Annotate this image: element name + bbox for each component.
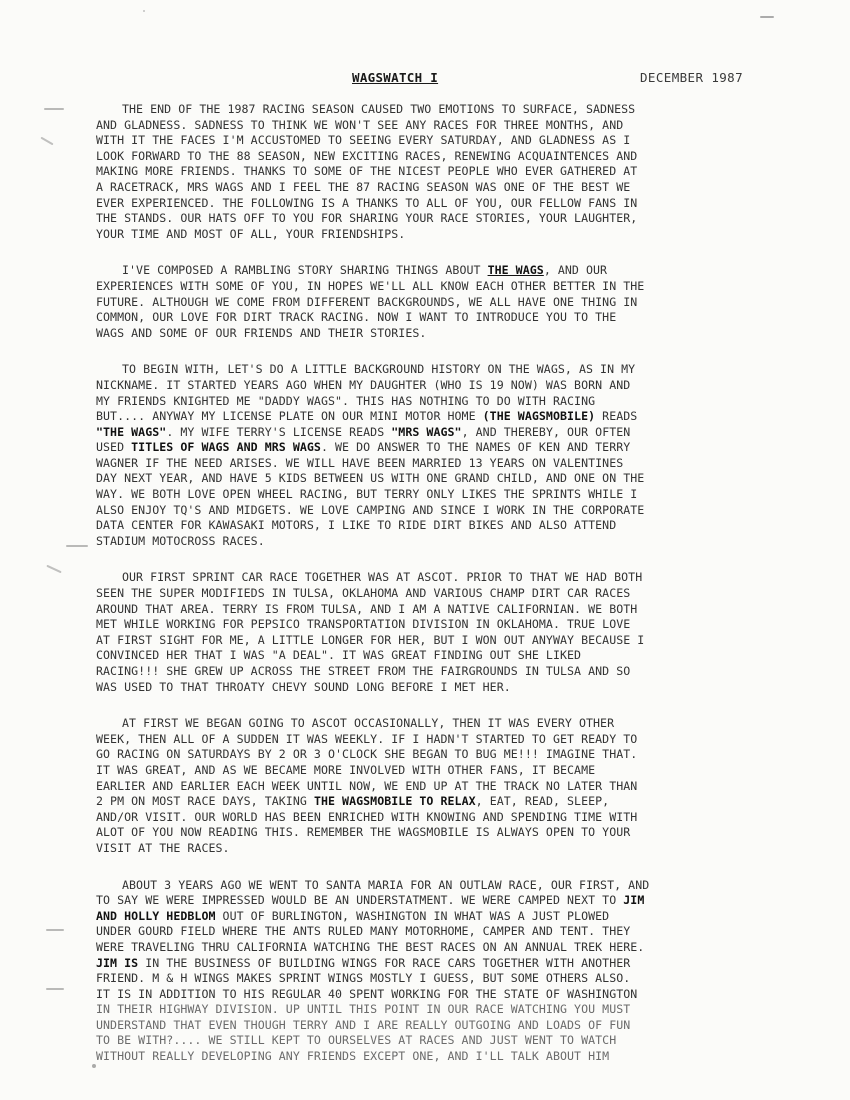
- text-line: GO RACING ON SATURDAYS BY 2 OR 3 O'CLOCK SHE BEGAN TO BUG ME!!! IMAGINE THAT.: [96, 747, 638, 762]
- text-line: IN THEIR HIGHWAY DIVISION. UP UNTIL THIS POINT IN OUR RACE WATCHING YOU MUST: [96, 1002, 631, 1017]
- paragraph: [96, 878, 816, 1065]
- text-line: UNDERSTAND THAT EVEN THOUGH TERRY AND I ARE REALLY OUTGOING AND LOADS OF FUN: [96, 1017, 631, 1032]
- text-line: VISIT AT THE RACES.: [96, 840, 230, 855]
- paragraph: [96, 263, 816, 341]
- text-line: IT IS IN ADDITION TO HIS REGULAR 40 SPENT WORKING FOR THE STATE OF WASHINGTON: [96, 986, 638, 1001]
- text-line: RACING!!! SHE GREW UP ACROSS THE STREET FROM THE FAIRGROUNDS IN TULSA AND SO: [96, 664, 631, 678]
- text-line: COMMON, OUR LOVE FOR DIRT TRACK RACING. NOW I WANT TO INTRODUCE YOU TO THE: [96, 310, 617, 325]
- text-line: UNDER GOURD FIELD WHERE THE ANTS RULED MANY MOTORHOME, CAMPER AND TENT. THEY: [96, 924, 631, 939]
- text-line: AT FIRST WE BEGAN GOING TO ASCOT OCCASIONALLY, THEN IT WAS EVERY OTHER: [122, 716, 615, 731]
- text-line: 2 PM ON MOST RACE DAYS, TAKING THE WAGSMOBILE TO RELAX, EAT, READ, SLEEP,: [96, 794, 610, 809]
- paragraph: [96, 102, 816, 242]
- paragraph: [96, 716, 816, 856]
- text-line: DAY NEXT YEAR, AND HAVE 5 KIDS BETWEEN US WITH ONE GRAND CHILD, AND ONE ON THE: [96, 471, 645, 486]
- text-line: FUTURE. ALTHOUGH WE COME FROM DIFFERENT BACKGROUNDS, WE ALL HAVE ONE THING IN: [96, 294, 638, 309]
- text-line: AND/OR VISIT. OUR WORLD HAS BEEN ENRICHED WITH KNOWING AND SPENDING TIME WITH: [96, 809, 638, 824]
- text-line: WAY. WE BOTH LOVE OPEN WHEEL RACING, BUT TERRY ONLY LIKES THE SPRINTS WHILE I: [96, 487, 638, 502]
- text-line: MET WHILE WORKING FOR PEPSICO TRANSPORTATION DIVISION IN OKLAHOMA. TRUE LOVE: [96, 617, 631, 632]
- text-line: A RACETRACK, MRS WAGS AND I FEEL THE 87 RACING SEASON WAS ONE OF THE BEST WE: [96, 179, 631, 194]
- paragraph: [96, 362, 816, 549]
- document-header: [0, 70, 850, 90]
- text-line: EVER EXPERIENCED. THE FOLLOWING IS A THANKS TO ALL OF YOU, OUR FELLOW FANS IN: [96, 195, 638, 210]
- text-line: WERE TRAVELING THRU CALIFORNIA WATCHING THE BEST RACES ON AN ANNUAL TREK HERE.: [96, 939, 645, 954]
- text-line: EARLIER AND EARLIER EACH WEEK UNTIL NOW, WE END UP AT THE TRACK NO LATER THAN: [96, 778, 638, 793]
- text-line: STADIUM MOTOCROSS RACES.: [96, 533, 265, 548]
- text-line: DATA CENTER FOR KAWASAKI MOTORS, I LIKE TO RIDE DIRT BIKES AND ALSO ATTEND: [96, 518, 617, 533]
- scan-mark: [46, 988, 64, 990]
- document-date: DECEMBER 1987: [640, 70, 744, 85]
- text-line: NICKNAME. IT STARTED YEARS AGO WHEN MY DAUGHTER (WHO IS 19 NOW) WAS BORN AND: [96, 377, 631, 392]
- text-line: ABOUT 3 YEARS AGO WE WENT TO SANTA MARIA FOR AN OUTLAW RACE, OUR FIRST, AND: [122, 877, 650, 892]
- text-line: LOOK FORWARD TO THE 88 SEASON, NEW EXCITING RACES, RENEWING ACQUAINTENCES AND: [96, 148, 638, 163]
- text-line: MAKING MORE FRIENDS. THANKS TO SOME OF THE NICEST PEOPLE WHO EVER GATHERED AT: [96, 164, 638, 179]
- text-line: THE END OF THE 1987 RACING SEASON CAUSED TWO EMOTIONS TO SURFACE, SADNESS: [122, 102, 636, 116]
- text-line: YOUR TIME AND MOST OF ALL, YOUR FRIENDSHIPS.: [96, 226, 406, 241]
- scan-mark: [46, 929, 64, 931]
- text-line: "THE WAGS". MY WIFE TERRY'S LICENSE READS "MRS WAGS", AND THEREBY, OUR OFTEN: [96, 424, 631, 439]
- text-line: TO BEGIN WITH, LET'S DO A LITTLE BACKGROUND HISTORY ON THE WAGS, AS IN MY: [122, 362, 636, 377]
- text-line: WITHOUT REALLY DEVELOPING ANY FRIENDS EXCEPT ONE, AND I'LL TALK ABOUT HIM: [96, 1049, 610, 1064]
- text-line: AND HOLLY HEDBLOM OUT OF BURLINGTON, WASHINGTON IN WHAT WAS A JUST PLOWED: [96, 908, 610, 923]
- text-line: FRIEND. M & H WINGS MAKES SPRINT WINGS MOSTLY I GUESS, BUT SOME OTHERS ALSO.: [96, 971, 631, 986]
- text-line: WAS USED TO THAT THROATY CHEVY SOUND LONG BEFORE I MET HER.: [96, 679, 511, 694]
- text-line: WAGNER IF THE NEED ARISES. WE WILL HAVE BEEN MARRIED 13 YEARS ON VALENTINES: [96, 455, 624, 470]
- text-line: AT FIRST SIGHT FOR ME, A LITTLE LONGER FOR HER, BUT I WON OUT ANYWAY BECAUSE I: [96, 632, 645, 647]
- scan-mark: [46, 565, 61, 574]
- text-line: IT WAS GREAT, AND AS WE BECAME MORE INVOLVED WITH OTHER FANS, IT BECAME: [96, 762, 596, 777]
- paragraph: [96, 570, 816, 695]
- text-line: TO SAY WE WERE IMPRESSED WOULD BE AN UNDERSTATMENT. WE WERE CAMPED NEXT TO JIM: [96, 893, 645, 908]
- text-line: WEEK, THEN ALL OF A SUDDEN IT WAS WEEKLY. IF I HADN'T STARTED TO GET READY TO: [96, 731, 638, 746]
- text-line: OUR FIRST SPRINT CAR RACE TOGETHER WAS AT ASCOT. PRIOR TO THAT WE HAD BOTH: [122, 570, 643, 585]
- scan-mark: [40, 137, 53, 146]
- text-line: SEEN THE SUPER MODIFIEDS IN TULSA, OKLAHOMA AND VARIOUS CHAMP DIRT CAR RACES: [96, 586, 631, 601]
- text-line: I'VE COMPOSED A RAMBLING STORY SHARING THINGS ABOUT THE WAGS, AND OUR: [122, 263, 608, 278]
- scan-mark: [760, 16, 774, 18]
- text-line: THE STANDS. OUR HATS OFF TO YOU FOR SHARING YOUR RACE STORIES, YOUR LAUGHTER,: [96, 211, 638, 226]
- text-line: WAGS AND SOME OF OUR FRIENDS AND THEIR STORIES.: [96, 325, 427, 340]
- text-line: BUT.... ANYWAY MY LICENSE PLATE ON OUR MINI MOTOR HOME (THE WAGSMOBILE) READS: [96, 409, 638, 424]
- document-title: WAGSWATCH I: [352, 70, 439, 85]
- text-line: ALOT OF YOU NOW READING THIS. REMEMBER THE WAGSMOBILE IS ALWAYS OPEN TO YOUR: [96, 825, 631, 840]
- text-line: AND GLADNESS. SADNESS TO THINK WE WON'T SEE ANY RACES FOR THREE MONTHS, AND: [96, 117, 624, 132]
- scan-speck: [143, 10, 145, 12]
- document-body: [96, 102, 816, 1086]
- text-line: TO BE WITH?.... WE STILL KEPT TO OURSELVES AT RACES AND JUST WENT TO WATCH: [96, 1033, 617, 1048]
- text-line: CONVINCED HER THAT I WAS "A DEAL". IT WAS GREAT FINDING OUT SHE LIKED: [96, 648, 582, 663]
- text-line: USED TITLES OF WAGS AND MRS WAGS. WE DO ANSWER TO THE NAMES OF KEN AND TERRY: [96, 440, 631, 455]
- text-line: JIM IS IN THE BUSINESS OF BUILDING WINGS FOR RACE CARS TOGETHER WITH ANOTHER: [96, 955, 631, 970]
- text-line: ALSO ENJOY TQ'S AND MIDGETS. WE LOVE CAMPING AND SINCE I WORK IN THE CORPORATE: [96, 502, 645, 517]
- text-line: AROUND THAT AREA. TERRY IS FROM TULSA, AND I AM A NATIVE CALIFORNIAN. WE BOTH: [96, 601, 638, 616]
- text-line: WITH IT THE FACES I'M ACCUSTOMED TO SEEING EVERY SATURDAY, AND GLADNESS AS I: [96, 133, 631, 148]
- scan-mark: [66, 545, 88, 547]
- scan-speck: [92, 1064, 96, 1068]
- text-line: EXPERIENCES WITH SOME OF YOU, IN HOPES WE'LL ALL KNOW EACH OTHER BETTER IN THE: [96, 278, 645, 293]
- text-line: MY FRIENDS KNIGHTED ME "DADDY WAGS". THIS HAS NOTHING TO DO WITH RACING: [96, 393, 596, 408]
- scan-mark: [44, 108, 64, 110]
